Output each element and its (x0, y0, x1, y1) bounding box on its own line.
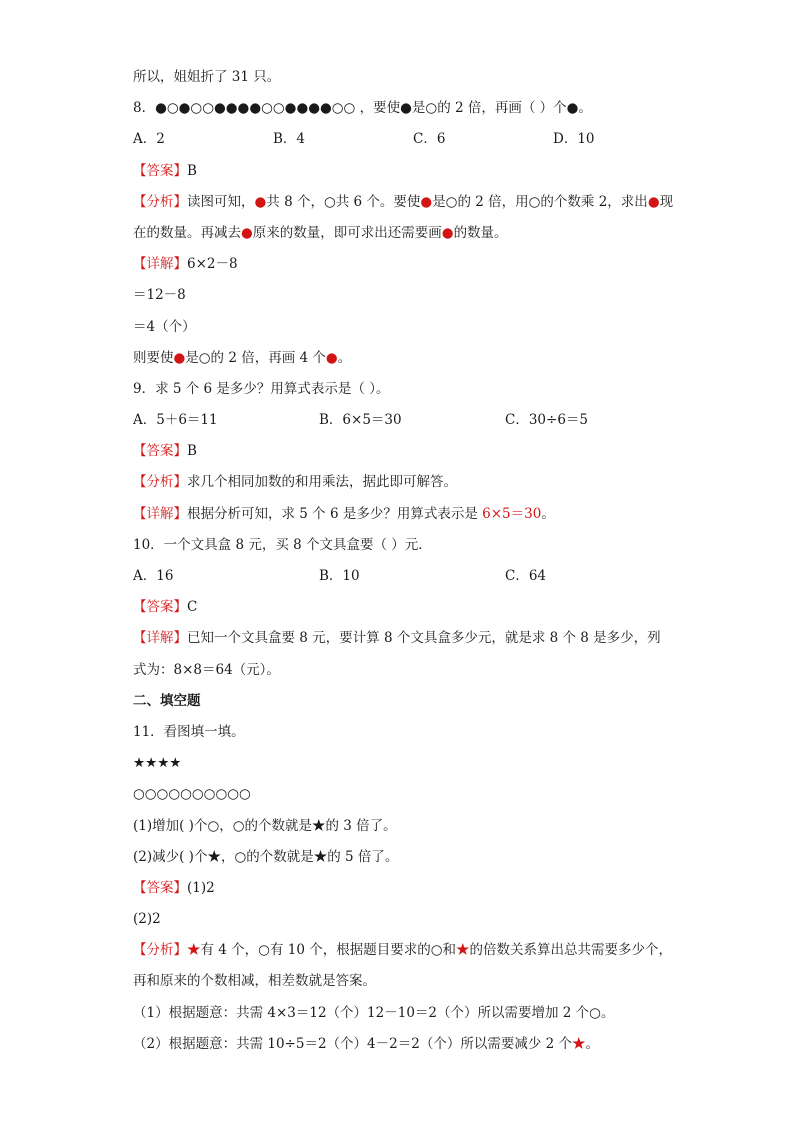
question-11: 11．看图填一填。 (133, 723, 245, 740)
red-dot-icon: ● (241, 224, 253, 241)
option-c: C．30÷6＝5 (505, 412, 588, 429)
solution-line-1: （1）根据题意：共需 4×3＝12（个）12－10＝2（个）所以需要增加 2 个○。 (133, 1004, 615, 1021)
text-line: 所以，姐姐折了 31 只。 (133, 69, 281, 85)
analysis-continuation: 再和原来的个数相减，相差数就是答案。 (133, 973, 376, 990)
question-9: 9．求 5 个 6 是多少？用算式表示是（ ）。 (133, 380, 390, 397)
answer-line (133, 873, 673, 904)
answer-line (133, 436, 673, 467)
text-span: 原来的数量，即可求出还需要画 (252, 224, 442, 241)
red-dot-icon: ● (325, 349, 338, 366)
detail-tag: 【详解】 (133, 505, 187, 522)
option-d: D．10 (553, 131, 595, 148)
detail-tag: 【详解】 (133, 630, 187, 647)
text-span: 共 8 个，○共 6 个。要使 (266, 193, 421, 210)
option-a: A．2 (133, 131, 165, 148)
detail-continuation: 式为：8×8＝64（元）。 (133, 661, 280, 678)
detail-text: 6×2－8 (187, 256, 238, 273)
analysis-tag: 【分析】 (133, 193, 187, 210)
option-a: A．5＋6＝11 (133, 412, 218, 429)
text-span: 在的数量。再减去 (133, 224, 241, 241)
text-span: 的数量。 (453, 224, 508, 241)
option-b: B．10 (319, 568, 360, 584)
option-b: B．4 (273, 131, 306, 148)
text-span: 。 (585, 1035, 599, 1052)
answer-tag: 【答案】 (133, 443, 187, 460)
detail-line (133, 249, 673, 280)
red-dot-icon: ● (254, 193, 267, 210)
detail-line (133, 499, 673, 530)
calc-line: ＝12－8 (133, 287, 186, 304)
red-dot-icon: ● (173, 349, 186, 366)
red-star-icon: ★ (572, 1035, 586, 1052)
red-dot-icon: ● (647, 193, 660, 210)
calc-line: ＝4（个） (133, 318, 196, 335)
answer-tag: 【答案】 (133, 599, 187, 616)
analysis-continuation (133, 218, 673, 249)
answer-line (133, 156, 673, 187)
red-dot-icon: ● (420, 193, 433, 210)
answer-text: (1)2 (187, 879, 215, 896)
analysis-line (133, 187, 673, 218)
sub-question-1: (1)增加( )个○，○的个数就是★的 3 倍了。 (133, 817, 397, 834)
text-span: 现 (659, 193, 674, 210)
detail-tag: 【详解】 (133, 256, 187, 273)
analysis-line (133, 467, 673, 498)
analysis-tag: 【分析】 (133, 474, 187, 491)
sub-question-2: (2)减少( )个★，○的个数就是★的 5 倍了。 (133, 848, 399, 865)
analysis-line (133, 935, 673, 966)
text-span: 读图可知， (187, 193, 255, 210)
answer-text: B (187, 162, 197, 179)
text-span: 根据分析可知，求 5 个 6 是多少？用算式表示是 (187, 505, 483, 522)
answer-text: C (187, 599, 198, 616)
question-10: 10．一个文具盒 8 元，买 8 个文具盒要（ ）元． (133, 536, 432, 553)
document-page (133, 62, 673, 1060)
circles-row: ○○○○○○○○○○ (133, 786, 251, 803)
analysis-tag: 【分析】 (133, 942, 187, 959)
option-c: C．6 (413, 131, 446, 148)
conclusion-line (133, 343, 673, 374)
answer-tag: 【答案】 (133, 162, 187, 179)
analysis-text: 求几个相同加数的和用乘法，据此即可解答。 (187, 474, 457, 491)
options-q9 (133, 405, 673, 436)
text-span: 是○的 2 倍，用○的个数乘 2，求出 (432, 193, 648, 210)
answer-tag: 【答案】 (133, 879, 187, 896)
answer-text: B (187, 443, 197, 460)
answer-line (133, 592, 673, 623)
text-span: 则要使 (133, 349, 174, 366)
option-a: A．16 (133, 568, 174, 584)
text-span: 是○的 2 倍，再画 4 个 (185, 349, 326, 366)
red-dot-icon: ● (441, 224, 454, 241)
red-star-icon: ★ (187, 942, 201, 959)
text-span: 。 (541, 505, 555, 522)
text-span: 。 (337, 349, 352, 366)
answer-continuation: (2)2 (133, 911, 161, 928)
red-star-icon: ★ (456, 942, 470, 959)
options-q10 (133, 561, 673, 592)
stars-row: ★★★★ (133, 755, 182, 772)
text-span: 有 4 个，○有 10 个，根据题目要求的○和 (200, 942, 456, 959)
detail-line (133, 623, 673, 654)
text-span: （2）根据题意：共需 10÷5＝2（个）4－2＝2（个）所以需要减少 2 个 (133, 1035, 572, 1052)
text-span: 的倍数关系算出总共需要多少个， (469, 942, 672, 959)
option-b: B．6×5＝30 (319, 412, 402, 429)
solution-line-2 (133, 1029, 673, 1060)
detail-text: 已知一个文具盒要 8 元，要计算 8 个文具盒多少元，就是求 8 个 8 是多少，列 (187, 630, 661, 647)
highlight-text: 6×5＝30 (482, 505, 542, 522)
question-8: 8．●○●○○●●●●○○●●●●○○ ，要使●是○的 2 倍，再画（ ）个●。 (133, 100, 592, 117)
option-c: C．64 (505, 568, 547, 584)
section-heading: 二、填空题 (133, 692, 201, 709)
options-q8 (133, 124, 673, 155)
